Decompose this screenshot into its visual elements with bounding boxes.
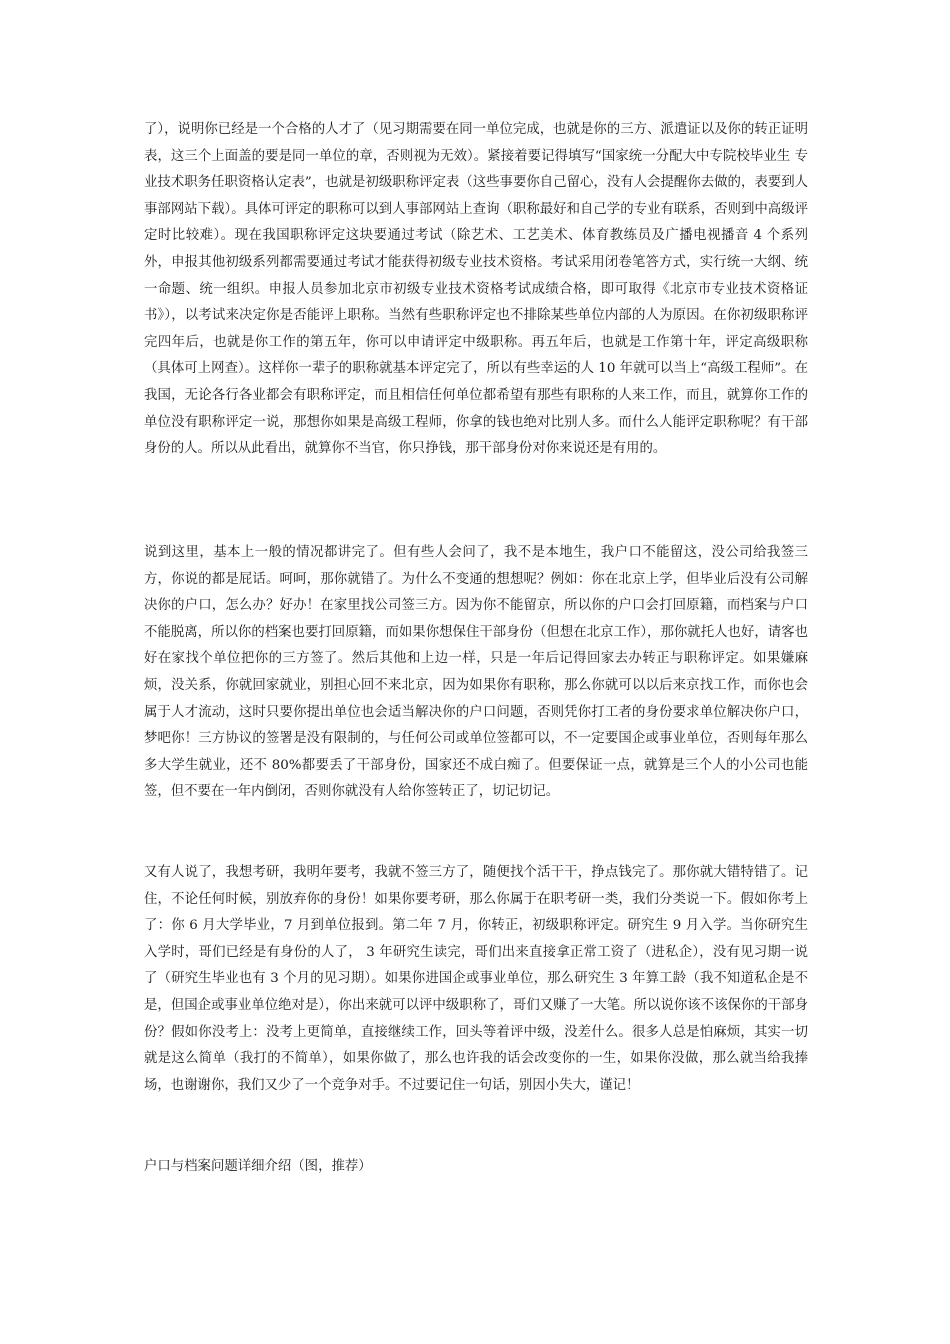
- paragraph-graduate-exam: 又有人说了，我想考研，我明年要考，我就不签三方了，随便找个活干干，挣点钱完了。那你就大错特错了。记住，不论任何时候，别放弃你的身份！如果你要考研，那么你属于在职考研一类，我们分类说一下。假如你考上了：你 6 月大学毕业，7 月到单位报到。第二年 7 月，你转正，初级职称评定。研究生 9 月入学。当你研究生入学时，哥们已经是有身份的人了， 3 年研究生读完，哥们出来直接拿正常工资了（进私企），没有见习期一说了（研究生毕业也有 3 个月的见习期）。如果你进国企或事业单位，那么研究生 3 年算工龄（我不知道私企是不是，但国企或事业单位绝对是），你出来就可以评中级职称了，哥们又赚了一大笔。所以说你该不该保你的干部身份？假如你没考上：没考上更简单，直接继续工作，回头等着评中级，没差什么。很多人总是怕麻烦，其实一切就是这么简单（我打的不简单），如果你做了，那么也许我的话会改变你的一生，如果你没做，那么就当给我捧场，也谢谢你，我们又少了一个竞争对手。不过要记住一句话，别因小失大，谨记！: [144, 865, 808, 1093]
- paragraph-professional-title: 了），说明你已经是一个合格的人才了（见习期需要在同一单位完成，也就是你的三方、派遣证以及你的转正证明表，这三个上面盖的要是同一单位的章，否则视为无效）。紧接着要记得填写“国家统一分配大中专院校毕业生 专业技术职务任职资格认定表”，也就是初级职称评定表（这些事要你自己留心，没有人会提醒你去做的，表要到人事部网站下载）。具体可评定的职称可以到人事部网站上查询（职称最好和自己学的专业有联系，否则到中高级评定时比较难）。现在我国职称评定这块要通过考试（除艺术、工艺美术、体育教练员及广播电视播音 4 个系列外，申报其他初级系列都需要通过考试才能获得初级专业技术资格。考试采用闭卷笔答方式，实行统一大纲、统一命题、统一组织。申报人员参加北京市初级专业技术资格考试成绩合格，即可取得《北京市专业技术资格证书》），以考试来决定你是否能评上职称。当然有些职称评定也不排除某些单位内部的人为原因。在你初级职称评完四年后，也就是你工作的第五年，你可以申请评定中级职称。再五年后，也就是工作第十年，评定高级职称（具体可上网查）。这样你一辈子的职称就基本评定完了，所以有些幸运的人 10 年就可以当上“高级工程师”。在我国，无论各行各业都会有职称评定，而且相信任何单位都希望有那些有职称的人来工作，而且，就算你工作的单位没有职称评定一说，那想你如果是高级工程师，你拿的钱也绝对比别人多。而什么人能评定职称呢？有干部身份的人。所以从此看出，就算你不当官，你只挣钱，那干部身份对你来说还是有用的。: [144, 122, 808, 457]
- paragraph-hukou-non-local: 说到这里，基本上一般的情况都讲完了。但有些人会问了，我不是本地生，我户口不能留这，没公司给我签三方，你说的都是屁话。呵呵，那你就错了。为什么不变通的想想呢？例如：你在北京上学，但毕业后没有公司解决你的户口，怎么办？好办！在家里找公司签三方。因为你不能留京，所以你的户口会打回原籍，而档案与户口不能脱离，所以你的档案也要打回原籍，而如果你想保住干部身份（但想在北京工作），那你就托人也好，请客也好在家找个单位把你的三方签了。然后其他和上边一样，只是一年后记得回家去办转正与职称评定。如果嫌麻烦，没关系，你就回家就业，别担心回不来北京，因为如果你有职称，那么你就可以以后来京找工作，而你也会属于人才流动，这时只要你提出单位也会适当解决你的户口问题，否则凭你打工者的身份要求单位解决你户口，梦吧你！三方协议的签署是没有限制的，与任何公司或单位签都可以，不一定要国企或事业单位，否则每年那么多大学生就业，还不 80%都要丢了干部身份，国家还不成白痴了。但要保证一点，就算是三个人的小公司也能签，但不要在一年内倒闭，否则你就没有人给你签转正了，切记切记。: [144, 545, 808, 800]
- section-heading: 户口与档案问题详细介绍（图，推荐）: [144, 1159, 372, 1174]
